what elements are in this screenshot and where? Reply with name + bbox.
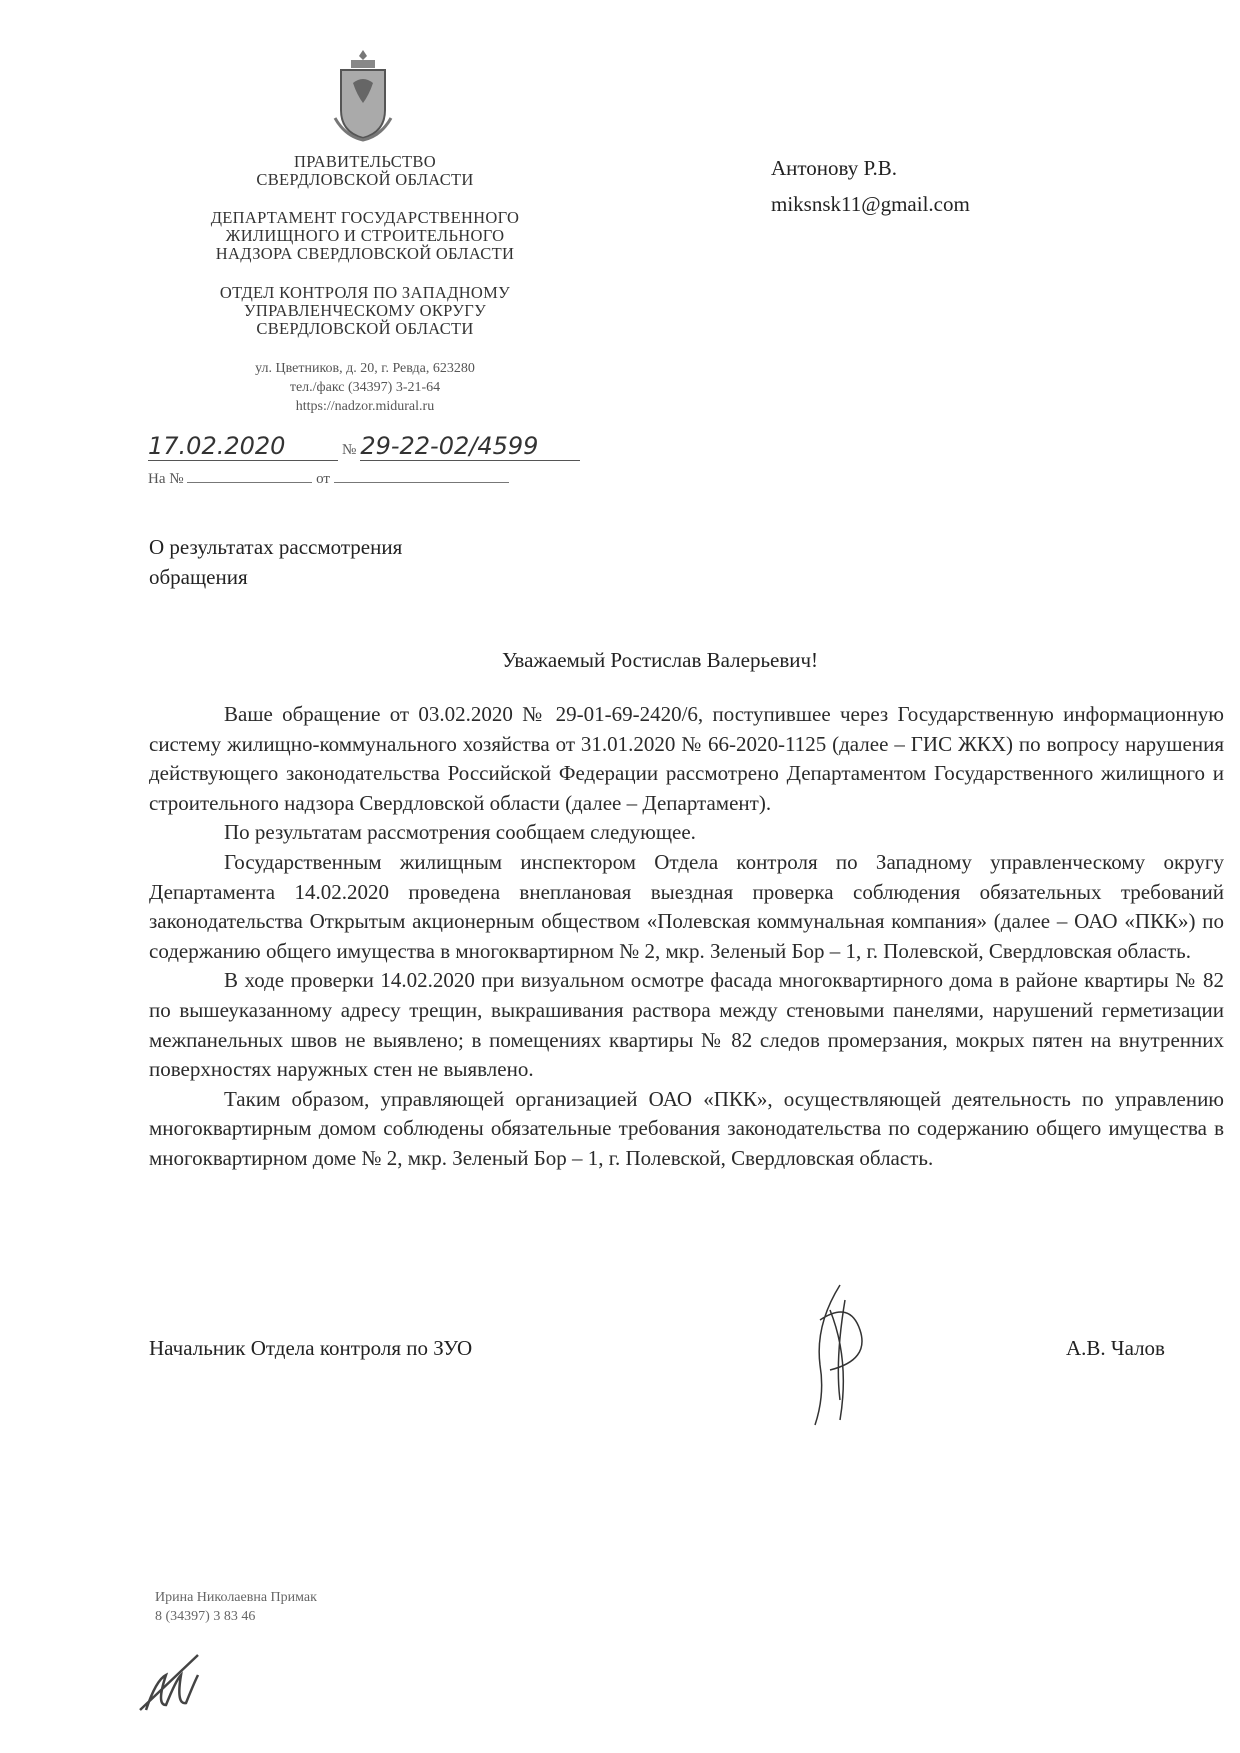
greeting: Уважаемый Ростислав Валерьевич! — [501, 648, 819, 672]
number-label: № — [342, 442, 357, 458]
signatory-name: А.В. Чалов — [1066, 1336, 1165, 1360]
department-line: ДЕПАРТАМЕНТ ГОСУДАРСТВЕННОГО — [210, 208, 520, 227]
subject-line: обращения — [149, 565, 248, 589]
org-website: https://nadzor.midural.ru — [295, 399, 435, 414]
subject-line: О результатах рассмотрения — [149, 535, 403, 559]
contact-block — [130, 359, 600, 416]
executor-block — [155, 1588, 317, 1626]
department-line: ЖИЛИЩНОГО И СТРОИТЕЛЬНОГО — [225, 226, 505, 245]
org-line: СВЕРДЛОВСКОЙ ОБЛАСТИ — [256, 170, 474, 189]
org-line: ПРАВИТЕЛЬСТВО — [294, 152, 436, 171]
handwritten-signature — [800, 1280, 880, 1435]
government-name — [130, 153, 600, 189]
letter-date: 17.02.2020 — [148, 432, 338, 461]
body-paragraph: В ходе проверки 14.02.2020 при визуальном осмотре фасада многоквартирного дома в районе квартиры № 82 по вышеуказанному адресу трещин, выкрашивания раствора между стеновыми панелями, нарушений герметизации межпанельных швов не выявлено; в помещениях квартиры № 82 следов промерзания, мокрых пятен на внутренних поверхностях наружных стен не выявлено. — [149, 968, 1224, 1082]
initials-signature — [138, 1650, 208, 1720]
coat-of-arms-emblem — [333, 48, 393, 143]
org-phone: тел./факс (34397) 3-21-64 — [289, 380, 441, 395]
subject — [149, 532, 402, 592]
executor-name: Ирина Николаевна Примак — [155, 1590, 317, 1605]
department-line: НАДЗОРА СВЕРДЛОВСКОЙ ОБЛАСТИ — [215, 244, 515, 263]
body-paragraph: Таким образом, управляющей организацией ОАО «ПКК», осуществляющей деятельность по управлению многоквартирным домом соблюдены обязательные требования законодательства по содержанию общего имущества в многоквартирном доме № 2, мкр. Зеленый Бор – 1, г. Полевской, Свердловская область. — [149, 1086, 1224, 1170]
letter-number: 29-22-02/4599 — [360, 432, 580, 461]
letter-body — [149, 700, 1224, 1174]
body-paragraph: По результатам рассмотрения сообщаем следующее. — [224, 820, 696, 845]
body-paragraph: Государственным жилищным инспектором Отдела контроля по Западному управленческому округу Департамента 14.02.2020 проведена внеплановая выездная проверка соблюдения обязательных требований законодательства Открытым акционерным обществом «Полевская коммунальная компания» (далее – ОАО «ПКК») по содержанию общего имущества в многоквартирном № 2, мкр. Зеленый Бор – 1, г. Полевской, Свердловская область. — [149, 849, 1224, 963]
reply-label: На № — [148, 471, 184, 487]
division-line: ОТДЕЛ КОНТРОЛЯ ПО ЗАПАДНОМУ — [219, 283, 511, 302]
department-name — [130, 209, 600, 263]
executor-phone: 8 (34397) 3 83 46 — [155, 1609, 256, 1624]
division-line: СВЕРДЛОВСКОЙ ОБЛАСТИ — [256, 319, 474, 338]
from-label: от — [316, 471, 330, 487]
recipient-email: miksnsk11@gmail.com — [771, 192, 970, 216]
org-address: ул. Цветников, д. 20, г. Ревда, 623280 — [255, 361, 475, 376]
body-paragraph: Ваше обращение от 03.02.2020 № 29-01-69-2420/6, поступившее через Государственную информационную систему жилищно-коммунального хозяйства от 31.01.2020 № 66-2020-1125 (далее – ГИС ЖКХ) по вопросу нарушения действующего законодательства Российской Федерации рассмотрено Департаментом Государственного жилищного и строительного надзора Свердловской области (далее – Департамент). — [149, 702, 1224, 815]
recipient-name: Антонову Р.В. — [771, 156, 898, 180]
recipient-block — [771, 150, 970, 222]
signatory-position: Начальник Отдела контроля по ЗУО — [149, 1336, 473, 1360]
division-line: УПРАВЛЕНЧЕСКОМУ ОКРУГУ — [243, 301, 487, 320]
division-name — [130, 284, 600, 338]
reply-reference-line — [148, 470, 509, 489]
registration-line — [148, 432, 598, 461]
